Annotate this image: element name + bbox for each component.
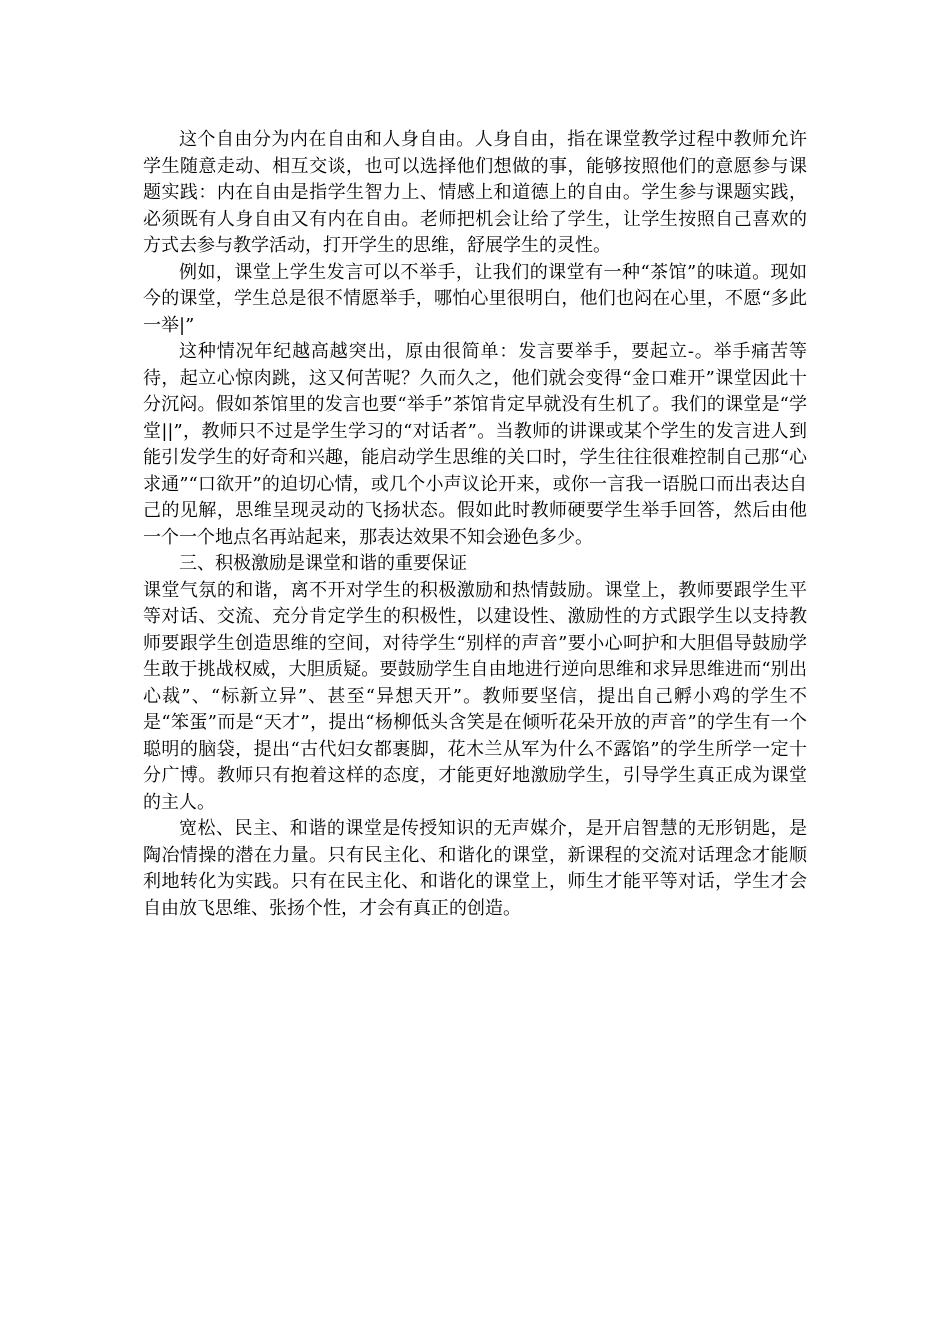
- paragraph-situation: 这种情况年纪越高越突出，原由很简单：发言要举手，要起立-。举手痛苦等待，起立心惊肉跳，这又何苦呢？久而久之，他们就会变得“金口难开”课堂因此十分沉闷。假如茶馆里的发言也要“举手”茶馆肯定早就没有生机了。我们的课堂是“学堂||”，教师只不过是学生学习的“对话者”。当教师的讲课或某个学生的发言进人到能引发学生的好奇和兴趣，能启动学生思维的关口时，学生往往很难控制自己那“心求通”“口欲开”的迫切心情，或几个小声议论开来，或你一言我一语脱口而出表达自己的见解，思维呈现灵动的飞扬状态。假如此时教师硬要学生举手回答，然后由他一个一个地点名再站起来，那表达效果不知会逊色多少。: [143, 341, 807, 548]
- paragraph-encouragement: 课堂气氛的和谐，离不开对学生的积极激励和热情鼓励。课堂上，教师要跟学生平等对话、交流、充分肯定学生的积极性，以建设性、激励性的方式跟学生以支持教师要跟学生创造思维的空间，对待学生“别样的声音”要小心呵护和大胆倡导鼓励学生敢于挑战权威，大胆质疑。要鼓励学生自由地进行逆向思维和求异思维进而“别出心裁”、“标新立异”、甚至“异想天开”。教师要坚信，提出自己孵小鸡的学生不是“笨蛋”而是“天才”，提出“杨柳低头含笑是在倾听花朵开放的声音”的学生有一个聪明的脑袋，提出“古代妇女都裹脚，花木兰从军为什么不露馅”的学生所学一定十分广博。教师只有抱着这样的态度，才能更好地激励学生，引导学生真正成为课堂的主人。: [143, 579, 807, 813]
- paragraph-freedom: 这个自由分为内在自由和人身自由。人身自由，指在课堂教学过程中教师允许学生随意走动、相互交谈，也可以选择他们想做的事，能够按照他们的意愿参与课题实践：内在自由是指学生智力上、情感上和道德上的自由。学生参与课题实践，必须既有人身自由又有内在自由。老师把机会让给了学生，让学生按照自己喜欢的方式去参与教学活动，打开学生的思维，舒展学生的灵性。: [143, 129, 807, 256]
- paragraph-example: 例如，课堂上学生发言可以不举手，让我们的课堂有一种“茶馆”的味道。现如今的课堂，学生总是很不情愿举手，哪怕心里很明白，他们也闷在心里，不愿“多此一举|”: [143, 261, 807, 336]
- paragraph-conclusion: 宽松、民主、和谐的课堂是传授知识的无声媒介，是开启智慧的无形钥匙，是陶冶情操的潜在力量。只有民主化、和谐化的课堂，新课程的交流对话理念才能顺利地转化为实践。只有在民主化、和谐化的课堂上，师生才能平等对话，学生才会自由放飞思维、张扬个性，才会有真正的创造。: [143, 818, 807, 919]
- section-heading: 三、积极激励是课堂和谐的重要保证: [179, 553, 467, 574]
- document-page: [143, 127, 807, 922]
